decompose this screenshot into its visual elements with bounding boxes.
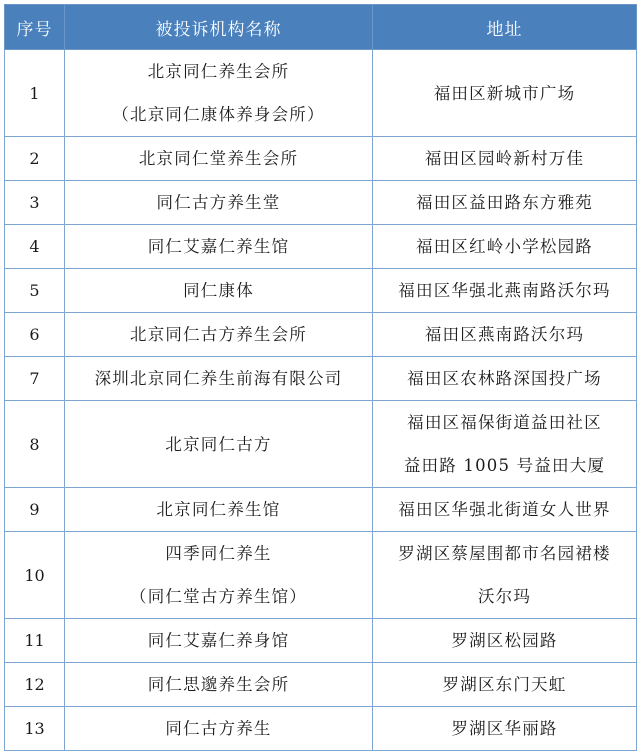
org-name-cell — [65, 619, 373, 663]
org-name-cell — [65, 181, 373, 225]
org-name-cell — [65, 269, 373, 313]
table-row — [5, 619, 637, 663]
address-line: 福田区益田路东方雅苑 — [416, 193, 593, 212]
org-name-line: 北京同仁养生馆 — [156, 500, 281, 519]
org-name-line: 北京同仁古方 — [165, 434, 272, 454]
address-line: 福田区华强北燕南路沃尔玛 — [398, 281, 611, 300]
table-row — [5, 401, 637, 488]
address-cell — [373, 663, 637, 707]
table-body — [5, 50, 637, 751]
org-name-cell — [65, 663, 373, 707]
table-row — [5, 50, 637, 137]
header-org-name: 被投诉机构名称 — [65, 5, 373, 50]
org-name-line: 北京同仁养生会所 — [147, 62, 290, 81]
row-index: 11 — [5, 619, 65, 663]
address-cell — [373, 401, 637, 488]
table-row — [5, 181, 637, 225]
row-index: 4 — [5, 225, 65, 269]
row-index: 9 — [5, 488, 65, 532]
address-cell — [373, 488, 637, 532]
address-line: 罗湖区华丽路 — [451, 719, 558, 738]
org-name-cell — [65, 225, 373, 269]
address-cell — [373, 181, 637, 225]
table-row — [5, 532, 637, 619]
org-name-cell — [65, 357, 373, 401]
table-row — [5, 225, 637, 269]
row-index: 8 — [5, 401, 65, 488]
address-line: 福田区农林路深国投广场 — [407, 369, 602, 388]
address-cell — [373, 313, 637, 357]
org-name-line: 同仁艾嘉仁养身馆 — [147, 631, 290, 650]
org-name-line: （北京同仁康体养身会所） — [112, 105, 325, 124]
org-name-cell — [65, 401, 373, 488]
org-name-cell — [65, 50, 373, 137]
address-line: 福田区红岭小学松园路 — [416, 237, 593, 256]
address-line: 福田区华强北街道女人世界 — [398, 500, 611, 519]
org-name-line: （同仁堂古方养生馆） — [130, 587, 307, 606]
complaint-table-container — [4, 4, 636, 751]
address-line: 益田路 1005 号益田大厦 — [403, 456, 606, 475]
table-row — [5, 488, 637, 532]
address-cell — [373, 707, 637, 751]
org-name-line: 同仁古方养生 — [165, 719, 272, 738]
address-line: 沃尔玛 — [477, 587, 532, 606]
row-index: 2 — [5, 137, 65, 181]
org-name-cell — [65, 313, 373, 357]
complaint-table — [4, 4, 637, 751]
org-name-line: 同仁康体 — [183, 281, 254, 300]
address-cell — [373, 50, 637, 137]
org-name-line: 同仁思邈养生会所 — [147, 675, 290, 694]
org-name-line: 同仁古方养生堂 — [156, 193, 281, 212]
address-line: 福田区燕南路沃尔玛 — [424, 325, 585, 344]
org-name-cell — [65, 137, 373, 181]
address-line: 罗湖区松园路 — [451, 631, 558, 650]
address-cell — [373, 137, 637, 181]
table-header — [5, 5, 637, 50]
address-line: 福田区园岭新村万佳 — [424, 149, 585, 168]
header-index: 序号 — [5, 5, 65, 50]
org-name-cell — [65, 532, 373, 619]
row-index: 5 — [5, 269, 65, 313]
org-name-line: 同仁艾嘉仁养生馆 — [147, 237, 290, 256]
org-name-line: 北京同仁古方养生会所 — [130, 325, 307, 344]
address-line: 罗湖区蔡屋围都市名园裙楼 — [398, 544, 611, 563]
row-index: 3 — [5, 181, 65, 225]
header-row — [5, 5, 637, 50]
address-cell — [373, 269, 637, 313]
row-index: 13 — [5, 707, 65, 751]
address-line: 福田区福保街道益田社区 — [407, 413, 602, 432]
address-line: 福田区新城市广场 — [433, 83, 576, 103]
org-name-line: 四季同仁养生 — [165, 544, 272, 563]
row-index: 12 — [5, 663, 65, 707]
address-cell — [373, 619, 637, 663]
header-address: 地址 — [373, 5, 637, 50]
table-row — [5, 663, 637, 707]
row-index: 6 — [5, 313, 65, 357]
org-name-cell — [65, 707, 373, 751]
table-row — [5, 707, 637, 751]
org-name-line: 北京同仁堂养生会所 — [138, 149, 299, 168]
row-index: 7 — [5, 357, 65, 401]
org-name-cell — [65, 488, 373, 532]
row-index: 10 — [5, 532, 65, 619]
table-row — [5, 313, 637, 357]
address-cell — [373, 225, 637, 269]
address-cell — [373, 357, 637, 401]
address-line: 罗湖区东门天虹 — [442, 675, 567, 694]
row-index: 1 — [5, 50, 65, 137]
org-name-line: 深圳北京同仁养生前海有限公司 — [94, 369, 343, 388]
address-cell — [373, 532, 637, 619]
table-row — [5, 137, 637, 181]
table-row — [5, 269, 637, 313]
table-row — [5, 357, 637, 401]
